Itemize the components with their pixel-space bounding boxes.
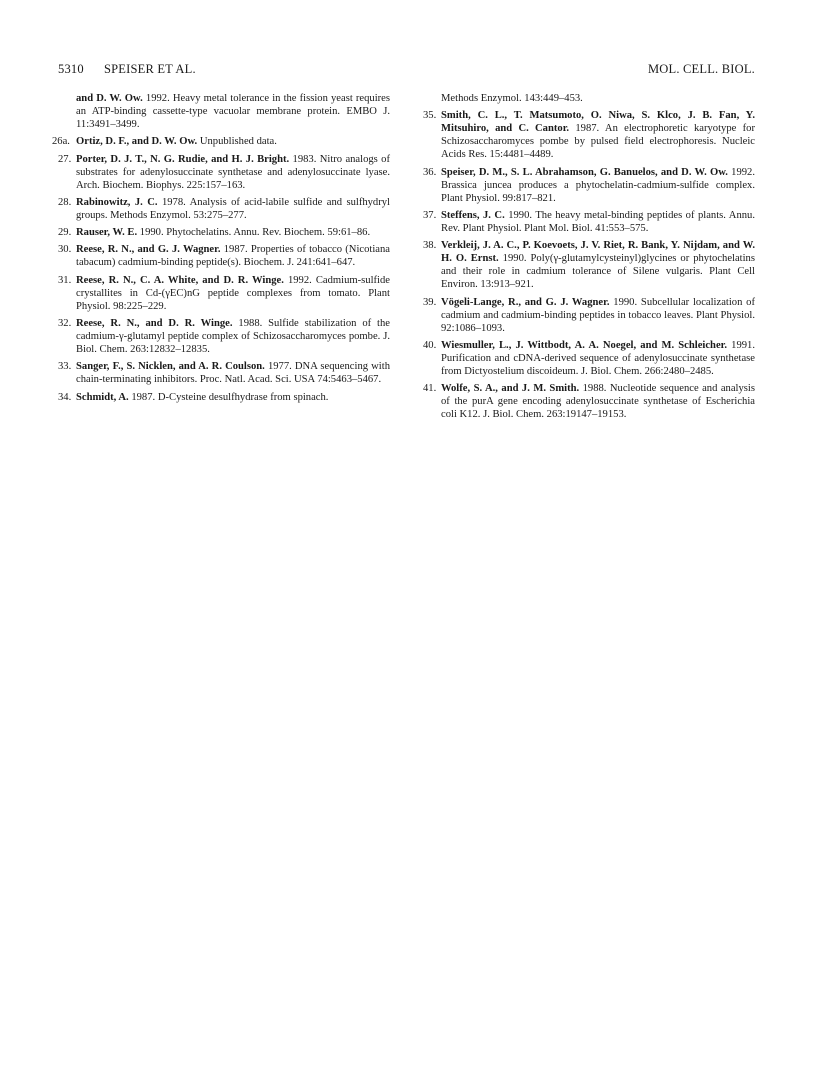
- reference-number: 38.: [423, 240, 437, 252]
- reference-citation: 1992. Cadmium-sulfide crystallites in Cd-(γEC)nG peptide complexes from tomato. Plant Physiol. 98:225–229.: [76, 274, 390, 312]
- reference-entry: [52, 135, 390, 148]
- reference-authors: Wiesmuller, L., J. Wittbodt, A. A. Noegel, and M. Schleicher.: [441, 339, 728, 351]
- reference-entry: [423, 209, 755, 235]
- reference-citation: 1990. Subcellular localization of cadmium and cadmium-binding peptides in tobacco leaves. Plant Physiol. 92:1086–1093.: [441, 296, 756, 334]
- reference-number: 39.: [423, 296, 437, 308]
- references-left-column: [52, 92, 391, 408]
- reference-authors: Vögeli-Lange, R., and G. J. Wagner.: [441, 296, 610, 308]
- reference-entry: [423, 92, 755, 105]
- reference-number: 36.: [423, 166, 437, 178]
- reference-citation: 1987. An electrophoretic karyotype for Schizosaccharomyces pombe by pulsed field electrophoresis. Nucleic Acids Res. 15:4481–4489.: [441, 123, 755, 161]
- reference-citation: Unpublished data.: [197, 136, 277, 148]
- reference-number: 34.: [58, 391, 72, 403]
- reference-entry: [58, 196, 390, 222]
- reference-number: 41.: [423, 383, 437, 395]
- reference-number: 32.: [58, 318, 72, 330]
- reference-number: 31.: [58, 274, 72, 286]
- reference-citation: 1988. Sulfide stabilization of the cadmium-γ-glutamyl peptide complex of Schizosaccharomyces pombe. J. Biol. Chem. 263:12832–12835.: [76, 318, 390, 356]
- reference-citation: 1977. DNA sequencing with chain-terminating inhibitors. Proc. Natl. Acad. Sci. USA 74:5463–5467.: [76, 361, 390, 386]
- reference-entry: [58, 226, 390, 239]
- page-number: 5310: [58, 62, 84, 76]
- reference-authors: Reese, R. N., C. A. White, and D. R. Winge.: [76, 274, 284, 286]
- reference-authors: Rabinowitz, J. C.: [76, 196, 158, 208]
- journal-name: MOL. CELL. BIOL.: [647, 62, 755, 76]
- reference-authors: Sanger, F., S. Nicklen, and A. R. Coulson.: [76, 361, 265, 373]
- reference-authors: Ortiz, D. F., and D. W. Ow.: [76, 136, 198, 148]
- reference-authors: Schmidt, A.: [76, 391, 129, 403]
- reference-authors: Porter, D. J. T., N. G. Rudie, and H. J. Bright.: [76, 153, 290, 165]
- reference-authors: Rauser, W. E.: [76, 227, 138, 239]
- reference-entry: [58, 274, 390, 313]
- reference-citation: 1990. The heavy metal-binding peptides of plants. Annu. Rev. Plant Physiol. Plant Mol. Biol. 41:553–575.: [441, 209, 755, 234]
- reference-number: 28.: [58, 196, 72, 208]
- running-header: [58, 62, 755, 82]
- reference-citation: 1987. D-Cysteine desulfhydrase from spinach.: [128, 391, 329, 403]
- reference-entry: [58, 360, 390, 386]
- reference-citation: 1990. Poly(γ-glutamylcysteinyl)glycines or phytochelatins and their role in cadmium tolerance of Silene vulgaris. Plant Cell Environ. 13:913–921.: [441, 253, 755, 291]
- reference-entry: [423, 239, 755, 291]
- reference-number: 40.: [423, 339, 437, 351]
- reference-entry: [58, 153, 390, 192]
- reference-authors: Reese, R. N., and D. R. Winge.: [76, 318, 233, 330]
- reference-entry: [423, 296, 755, 335]
- reference-entry: [58, 243, 390, 269]
- reference-entry: [423, 166, 755, 205]
- reference-citation: 1987. Properties of tobacco (Nicotiana tabacum) cadmium-binding peptide(s). Biochem. J. 241:641–647.: [76, 244, 390, 269]
- reference-authors: Speiser, D. M., S. L. Abrahamson, G. Banuelos, and D. W. Ow.: [441, 166, 728, 178]
- references-right-column: [423, 92, 755, 426]
- reference-citation: 1988. Nucleotide sequence and analysis of the purA gene encoding adenylosuccinate synthetase of Escherichia coli K12. J. Biol. Chem. 263:19147–19153.: [441, 383, 755, 421]
- reference-number: 29.: [58, 227, 72, 239]
- reference-citation: Methods Enzymol. 143:449–453.: [441, 93, 583, 104]
- reference-number: 27.: [58, 153, 72, 165]
- reference-citation: 1991. Purification and cDNA-derived sequence of adenylosuccinate synthetase from Dictyostelium discoideum. J. Biol. Chem. 266:2480–2485.: [441, 339, 756, 378]
- reference-entry: [423, 109, 755, 161]
- reference-number: 35.: [423, 110, 437, 122]
- reference-authors: Wolfe, S. A., and J. M. Smith.: [441, 383, 580, 395]
- reference-entry: [58, 391, 390, 404]
- reference-authors: Steffens, J. C.: [441, 209, 505, 221]
- reference-number: 33.: [58, 361, 72, 373]
- reference-citation: 1992. Brassica juncea produces a phytochelatin-cadmium-sulfide complex. Plant Physiol. 99:817–821.: [441, 166, 756, 204]
- reference-authors: Smith, C. L., T. Matsumoto, O. Niwa, S. Klco, J. B. Fan, Y. Mitsuhiro, and C. Cantor.: [441, 110, 755, 135]
- reference-authors: Reese, R. N., and G. J. Wagner.: [76, 244, 221, 256]
- reference-number: 30.: [58, 244, 72, 256]
- reference-number: 26a.: [52, 136, 70, 148]
- reference-entry: [423, 339, 755, 378]
- reference-entry: [58, 92, 390, 131]
- reference-entry: [423, 382, 755, 421]
- reference-citation: 1978. Analysis of acid-labile sulfide and sulfhydryl groups. Methods Enzymol. 53:275–277.: [76, 196, 391, 221]
- running-authors: SPEISER ET AL.: [104, 62, 196, 76]
- reference-citation: 1992. Heavy metal tolerance in the fission yeast requires an ATP-binding cassette-type vacuolar membrane protein. EMBO J. 11:3491–3499.: [76, 93, 391, 131]
- reference-number: 37.: [423, 209, 437, 221]
- reference-authors: Verkleij, J. A. C., P. Koevoets, J. V. Riet, R. Bank, Y. Nijdam, and W. H. O. Ernst.: [441, 240, 755, 265]
- reference-citation: 1990. Phytochelatins. Annu. Rev. Biochem. 59:61–86.: [137, 227, 371, 239]
- reference-authors: and D. W. Ow.: [76, 93, 143, 104]
- reference-entry: [58, 317, 390, 356]
- reference-citation: 1983. Nitro analogs of substrates for adenylosuccinate synthetase and adenylosuccinate lyase. Arch. Biochem. Biophys. 225:157–163.: [76, 153, 390, 191]
